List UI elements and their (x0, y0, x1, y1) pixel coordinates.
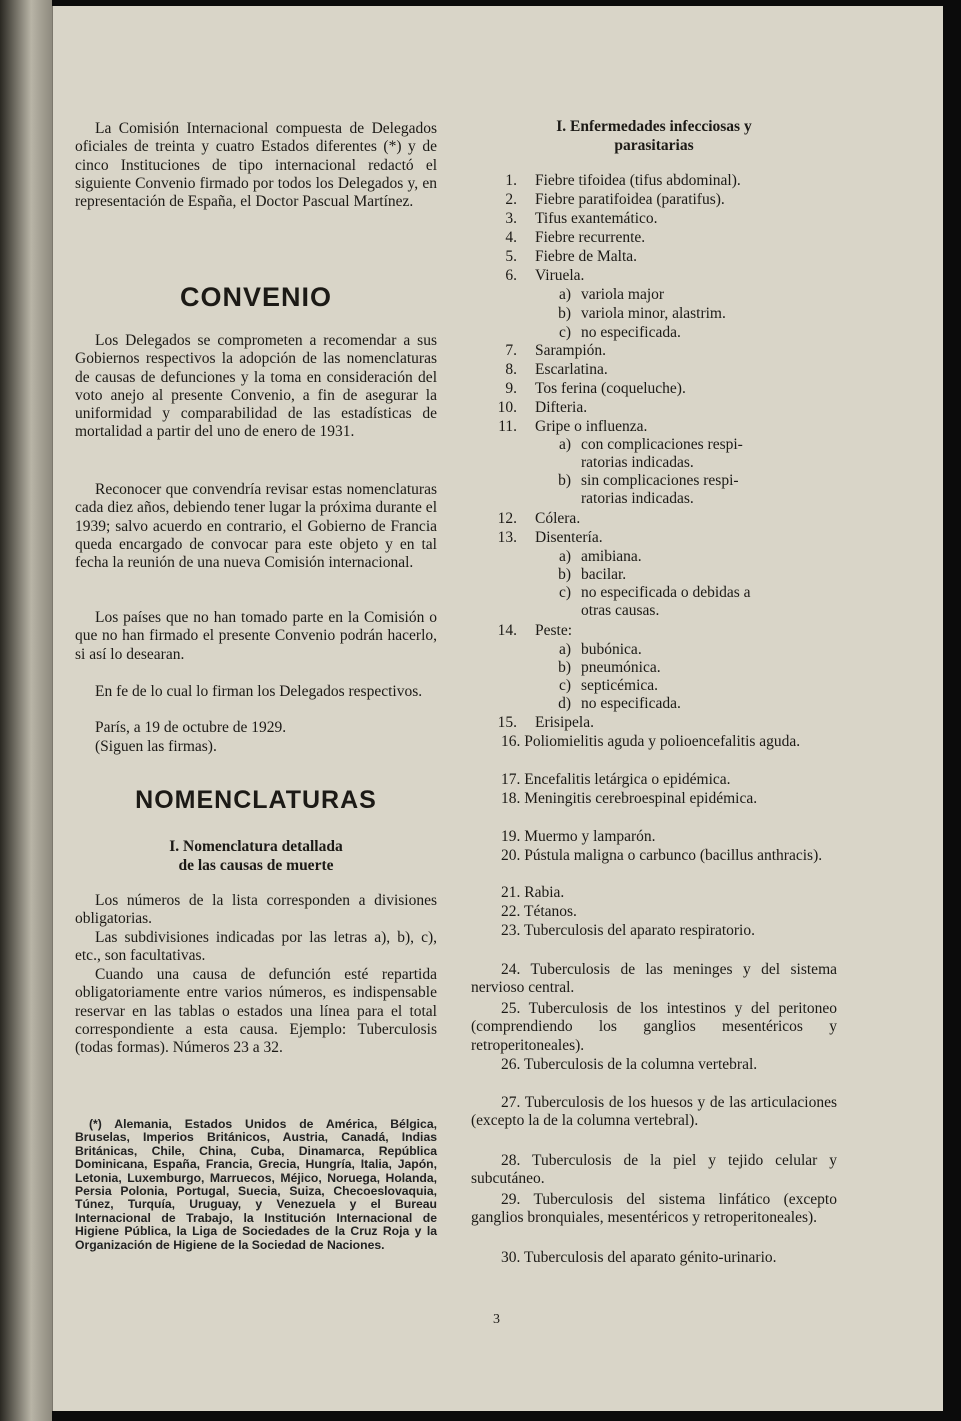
list-item: 24. Tuberculosis de las meninges y del sistema nervioso central. (471, 961, 837, 997)
nomenclatura-paragraph-2: Las subdivisiones indicadas por las letras a), b), c), etc., son facultativas. (75, 929, 437, 965)
sub-item-continued: ratorias indicadas. (581, 454, 694, 471)
sub-item-continued: ratorias indicadas. (581, 490, 694, 507)
nomenclaturas-heading: NOMENCLATURAS (135, 786, 377, 814)
list-item: 16. Poliomielitis aguda y polioencefalitis aguda. (501, 733, 801, 750)
convenio-paragraph-1: Los Delegados se comprometen a recomendar a sus Gobiernos respectivos la adopción de las nomenclaturas de causas de defunciones y la toma en consideración del voto anejo al presente Convenio, a fin de asegurar la uniformidad y comparabilidad de las estadísticas de mortalidad a partir del uno de enero de 1931. (75, 332, 437, 441)
book-spine (0, 0, 52, 1421)
convenio-paragraph-4: En fe de lo cual lo firman los Delegados respectivos. (95, 683, 423, 700)
list-item: 29. Tuberculosis del sistema linfático (excepto ganglios bronquiales, mesentéricos y retroperitoneales). (471, 1191, 837, 1227)
section-heading-2: parasitarias (614, 137, 694, 154)
nomenclatura-subheading-2: de las causas de muerte (178, 857, 334, 874)
list-item: 26. Tuberculosis de la columna vertebral. (501, 1056, 758, 1073)
footnote: (*) Alemania, Estados Unidos de América, Bélgica, Bruselas, Imperios Británicos, Austria, Canadá, Indias Británicas, Chile, China, Cuba, Dinamarca, República Dominicana, España, Francia, Grecia, Hungría, Italia, Japón, Letonia, Luxemburgo, Marruecos, Méjico, Noruega, Holanda, Persia Polonia, Portugal, Suecia, Suiza, Checoeslovaquia, Túnez, Turquía, Uruguay, y Venezuela y el Bureau Internacional de Trabajo, la Institución Internacional de Higiene Pública, la Liga de Sociedades de la Cruz Roja y la Organización de Higiene de la Sociedad de Naciones. (75, 1117, 437, 1252)
list-item: 22. Tétanos. (501, 903, 577, 920)
list-item: 20. Pústula maligna o carbunco (bacillus anthracis). (501, 847, 823, 864)
nomenclatura-paragraph-1: Los números de la lista corresponden a divisiones obligatorias. (75, 892, 437, 928)
nomenclatura-subheading-1: I. Nomenclatura detallada (169, 838, 343, 855)
list-item: 28. Tuberculosis de la piel y tejido celular y subcutáneo. (471, 1152, 837, 1188)
convenio-paragraph-2: Reconocer que convendría revisar estas nomenclaturas cada diez años, debiendo tener lugar la próxima durante el 1939; salvo acuerdo en contrario, el Gobierno de Francia queda encargado de convocar para este objeto y en tal fecha la reunión de una nueva Comisión internacional. (75, 481, 437, 572)
convenio-date: París, a 19 de octubre de 1929. (95, 719, 287, 736)
list-item: 30. Tuberculosis del aparato génito-urinario. (501, 1249, 777, 1266)
convenio-paragraph-3: Los países que no han tomado parte en la Comisión o que no han firmado el presente Convenio podrán hacerlo, si así lo desearan. (75, 609, 437, 663)
intro-paragraph: La Comisión Internacional compuesta de Delegados oficiales de treinta y cuatro Estados diferentes (*) y de cinco Instituciones de tipo internacional redactó el siguiente Convenio firmado por todos los Delegados y, en representación de España, el Doctor Pascual Martínez. (75, 120, 437, 211)
convenio-signatures-note: (Siguen las firmas). (95, 738, 217, 755)
list-item: 23. Tuberculosis del aparato respiratorio. (501, 922, 755, 939)
convenio-heading: CONVENIO (179, 282, 333, 312)
list-item: 27. Tuberculosis de los huesos y de las articulaciones (excepto la de la columna vertebral). (471, 1094, 837, 1130)
document-page: La Comisión Internacional compuesta de Delegados oficiales de treinta y cuatro Estados diferentes (*) y de cinco Instituciones de tipo internacional redactó el siguiente Convenio firmado por todos los Delegados y, en representación de España, el Doctor Pascual Martínez. CONVENIO Los Delegados se comprometen a recomendar a sus Gobiernos respectivos la adopción de las nomenclaturas de causas de defunciones y la toma en consideración del voto anejo al presente Convenio, a fin de asegurar la uniformidad y comparabilidad de las estadísticas de mortalidad a partir del uno de enero de 1931. Reconocer que convendría revisar estas nomenclaturas cada diez años, debiendo tener lugar la próxima durante el 1939; salvo acuerdo en contrario, el Gobierno de Francia queda encargado de convocar para este objeto y en tal fecha la reunión de una nueva Comisión internacional. Los países que no han tomado parte en la Comisión o que no han firmado el presente Convenio podrán hacerlo, si así lo desearan. En fe de lo cual lo firman los Delegados respectivos. París, a 19 de octubre de 1929. (Siguen las firmas). NOMENCLATURAS I. Nomenclatura detallada de las causas de muerte Los números de la lista corresponden a divisiones obligatorias. Las subdivisiones indicadas por las letras a), b), c), etc., son facultativas. Cuando una causa de defunción esté repartida obligatoriamente entre varios números, es indispensable reservar en las tablas o estados una línea para el total correspondiente a esta causa. Ejemplo: Tuberculosis (todas formas). Números 23 a 32. (*) Alemania, Estados Unidos de América, Bélgica, Bruselas, Imperios Británicos, Austria, Canadá, Indias Británicas, Chile, China, Cuba, Dinamarca, República Dominicana, España, Francia, Grecia, Hungría, Italia, Japón, Letonia, Luxemburgo, Marruecos, Méjico, Noruega, Holanda, Persia Polonia, Portugal, Suecia, Suiza, Checoeslovaquia, Túnez, Turquía, Uruguay, y Venezuela y el Bureau Internacional de Trabajo, la Institución Internacional de Higiene Pública, la Liga de Sociedades de la Cruz Roja y la Organización de Higiene de la Sociedad de Naciones. I. Enfermedades infecciosas y parasitarias 1. Fiebre tifoidea (tifus abdominal). 2. Fiebre paratifoidea (paratifus). 3. Tifus exantemático. 4. Fiebre recurrente. 5. Fiebre de Malta. 6. Viruela. a) variola major b) variola minor, alastrim. c) no especificada. 7. Sarampión. 8. Escarlatina. 9. Tos ferina (coqueluche). 10. Difteria. 11. Gripe o influenza. a) con complicaciones respi- ratorias indicadas. b) sin complicaciones respi- ratorias indicadas. 12. Cólera. 13. Disentería. a) amibiana. b) bacilar. c) no especificada o debidas a otras causas. 14. Peste: a) bubónica. b) pneumónica. c) septicémica. d) no especificada. 15. Erisipela. 16. Poliomielitis aguda y polioencefalitis aguda. 17. Encefalitis letárgica o epidémica. 18. Meningitis cerebroespinal epidémica. 19. Muermo y lamparón. 20. Pústula maligna o carbunco (bacillus anthracis). 21. Rabia. 22. Tétanos. 23. Tuberculosis del aparato respiratorio. 24. Tuberculosis de las meninges y del sistema nervioso central. 25. Tuberculosis de los intestinos y del peritoneo (comprendiendo los ganglios mesentéricos y retroperitoneales). 26. Tuberculosis de la columna vertebral. 27. Tuberculosis de los huesos y de las articulaciones (excepto la de la columna vertebral). 28. Tuberculosis de la piel y tejido celular y subcutáneo. 29. Tuberculosis del sistema linfático (excepto ganglios bronquiales, mesentéricos y retroperitoneales). 30. Tuberculosis del aparato génito-urinario. 3 (52, 6, 943, 1411)
list-item: 18. Meningitis cerebroespinal epidémica. (501, 790, 758, 807)
list-item: 17. Encefalitis letárgica o epidémica. (501, 771, 731, 788)
list-item: 19. Muermo y lamparón. (501, 828, 656, 845)
list-item: 21. Rabia. (501, 884, 565, 901)
nomenclatura-paragraph-3: Cuando una causa de defunción esté repartida obligatoriamente entre varios números, es indispensable reservar en las tablas o estados una línea para el total correspondiente a esta causa. Ejemplo: Tuberculosis (todas formas). Números 23 a 32. (75, 966, 437, 1057)
page-number: 3 (493, 1312, 500, 1327)
section-heading-1: I. Enfermedades infecciosas y (556, 118, 752, 135)
list-item: 25. Tuberculosis de los intestinos y del peritoneo (comprendiendo los ganglios mesentéricos y retroperitoneales). (471, 1000, 837, 1054)
sub-item-continued: otras causas. (581, 602, 660, 619)
